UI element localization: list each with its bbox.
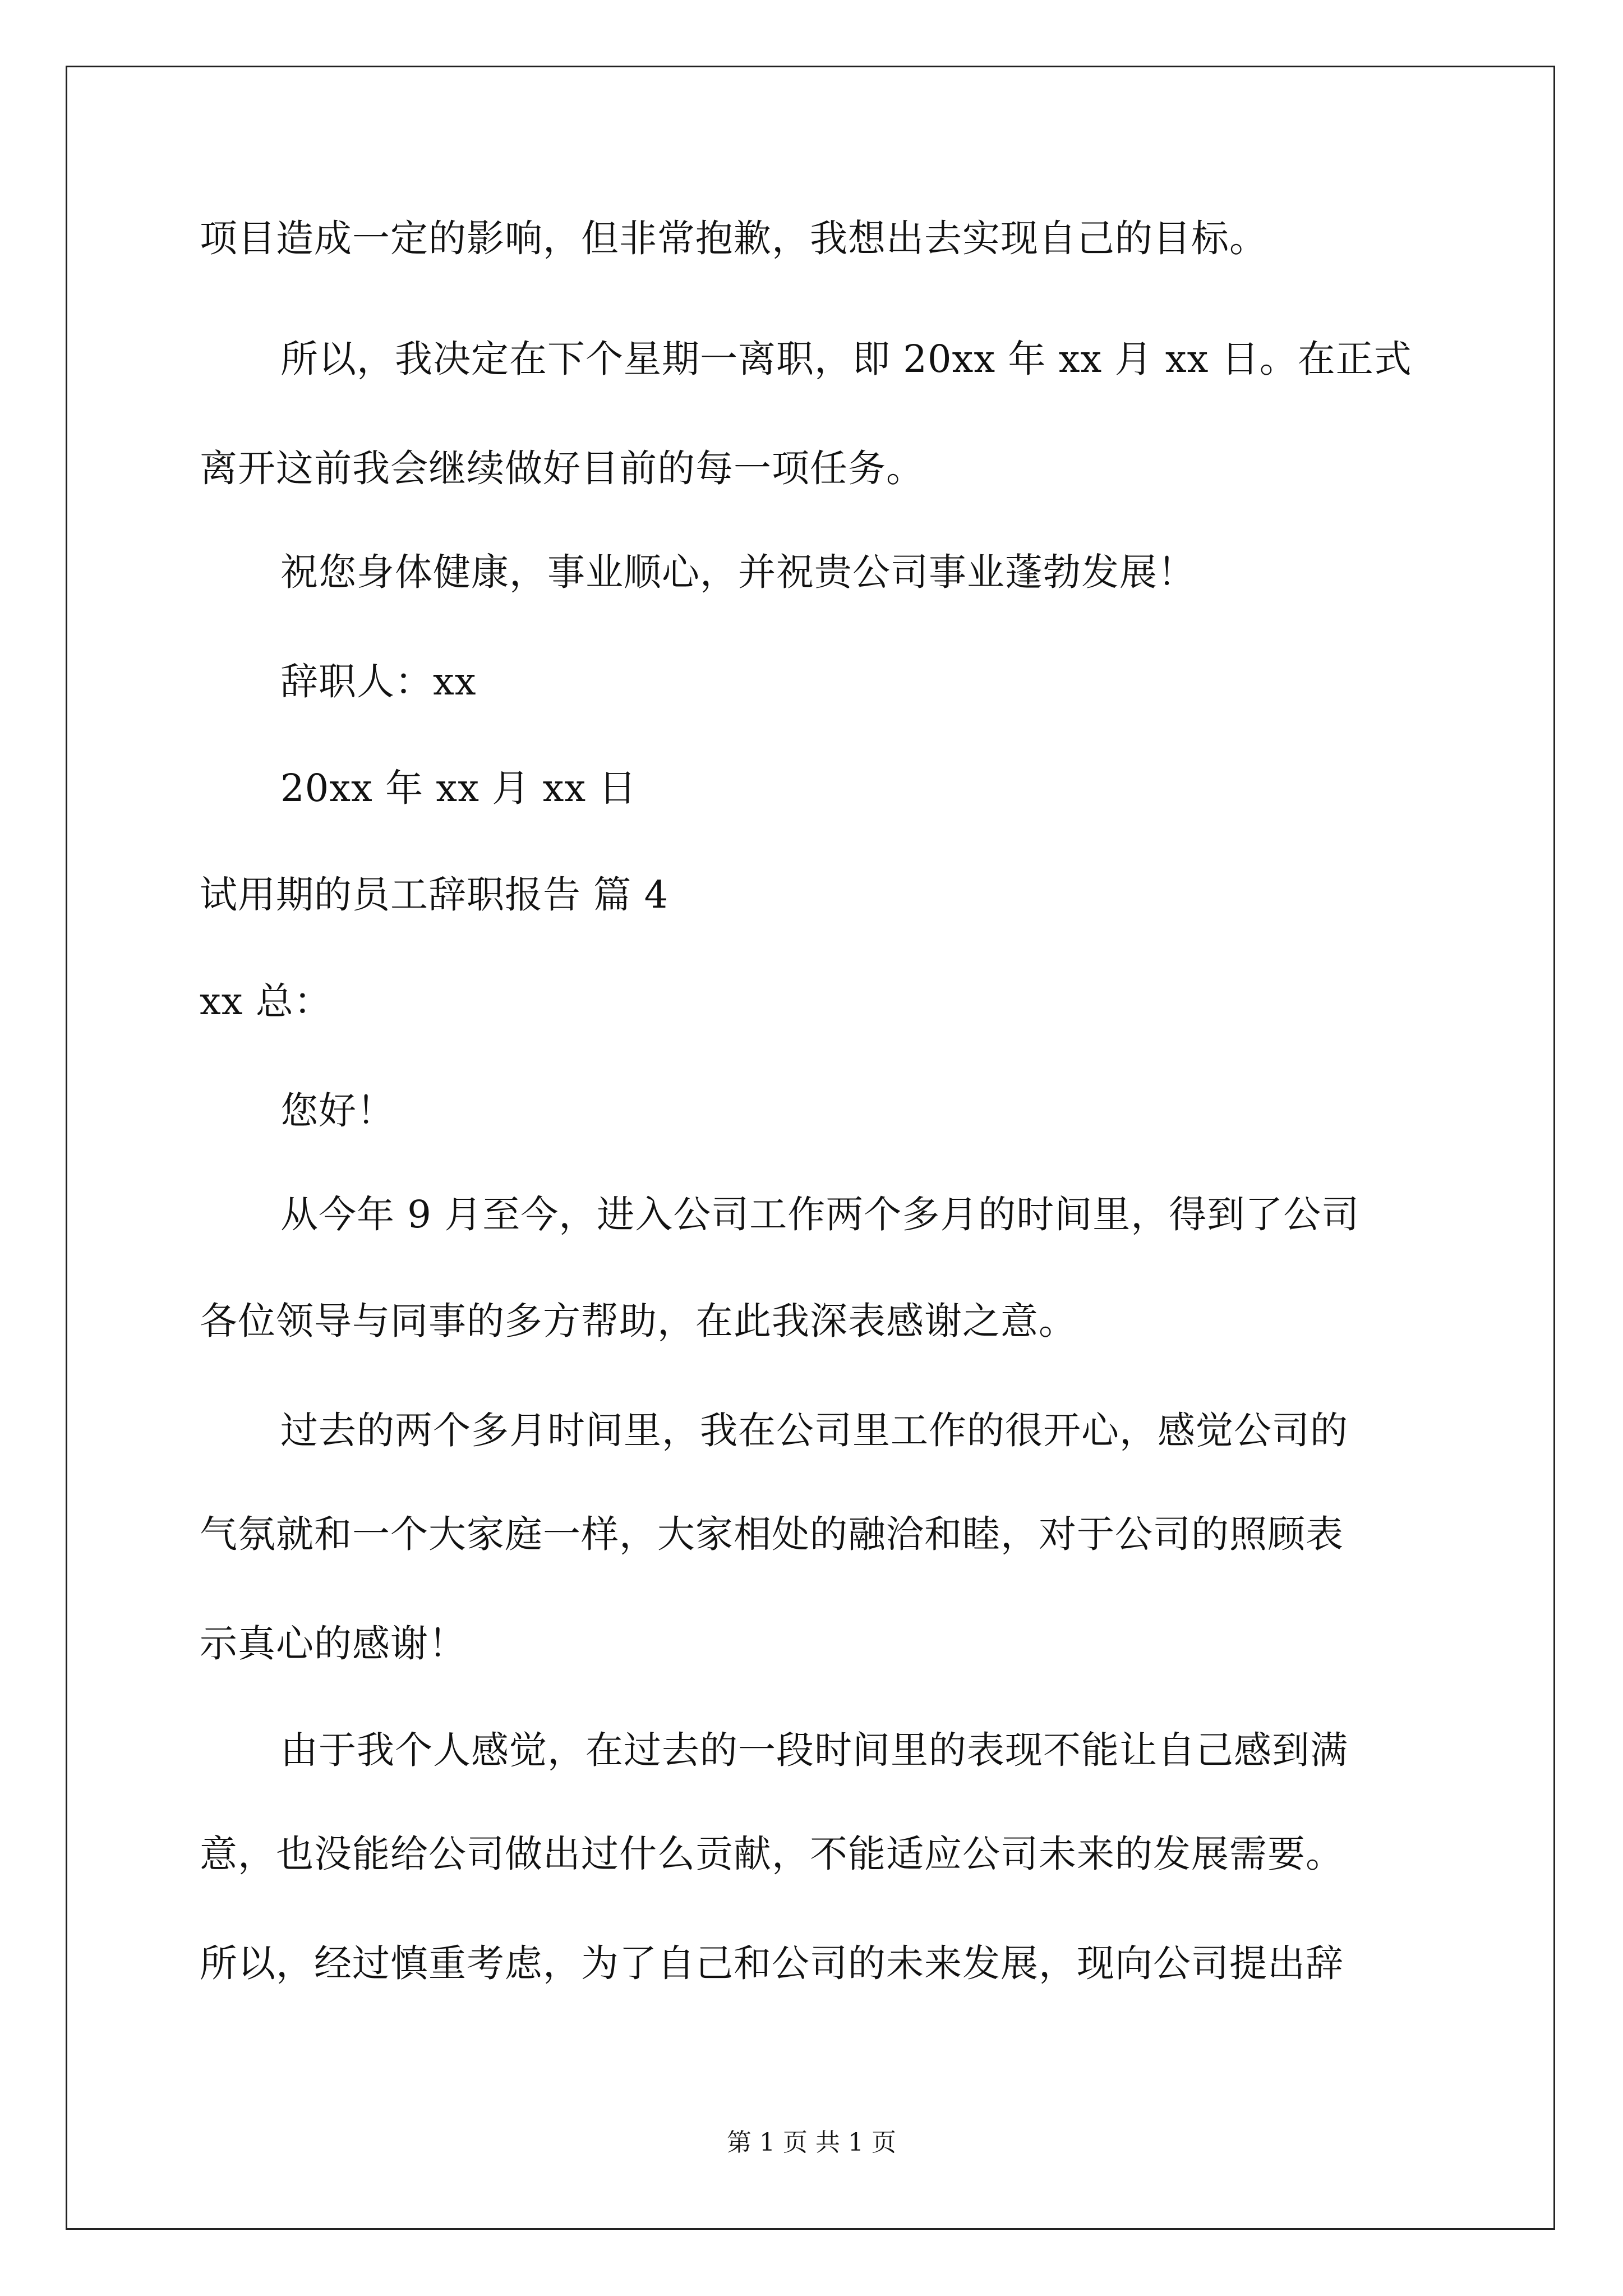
paragraph-line: 祝您身体健康，事业顺心，并祝贵公司事业蓬勃发展！ (280, 550, 1196, 594)
paragraph-line: 过去的两个多月时间里，我在公司里工作的很开心，感觉公司的 (280, 1409, 1348, 1452)
paragraph-line: 所以，我决定在下个星期一离职，即 20xx 年 xx 月 xx 日。在正式 (280, 337, 1412, 381)
paragraph-line: 所以，经过慎重考虑，为了自己和公司的未来发展，现向公司提出辞 (200, 1941, 1344, 1985)
paragraph-line: 各位领导与同事的多方帮助，在此我深表感谢之意。 (200, 1299, 1077, 1343)
signer-line: 辞职人：xx (280, 660, 477, 703)
paragraph-line: 从今年 9 月至今，进入公司工作两个多月的时间里，得到了公司 (280, 1193, 1360, 1236)
greeting: 您好！ (280, 1089, 395, 1133)
paragraph-line: 意，也没能给公司做出过什么贡献，不能适应公司未来的发展需要。 (200, 1832, 1344, 1876)
paragraph-line: 气氛就和一个大家庭一样，大家相处的融洽和睦，对于公司的照顾表 (200, 1512, 1344, 1556)
paragraph-line: 示真心的感谢！ (200, 1622, 467, 1665)
paragraph-line: 由于我个人感觉，在过去的一段时间里的表现不能让自己感到满 (280, 1728, 1348, 1772)
paragraph-line: 离开这前我会继续做好目前的每一项任务。 (200, 447, 924, 490)
salutation: xx 总： (200, 979, 332, 1023)
section-heading: 试用期的员工辞职报告 篇 4 (200, 873, 669, 917)
page-number-footer: 第 1 页 共 1 页 (727, 2128, 896, 2157)
paragraph-line: 项目造成一定的影响，但非常抱歉，我想出去实现自己的目标。 (200, 217, 1267, 260)
date-line: 20xx 年 xx 月 xx 日 (280, 766, 637, 810)
page-border (66, 66, 1555, 2230)
